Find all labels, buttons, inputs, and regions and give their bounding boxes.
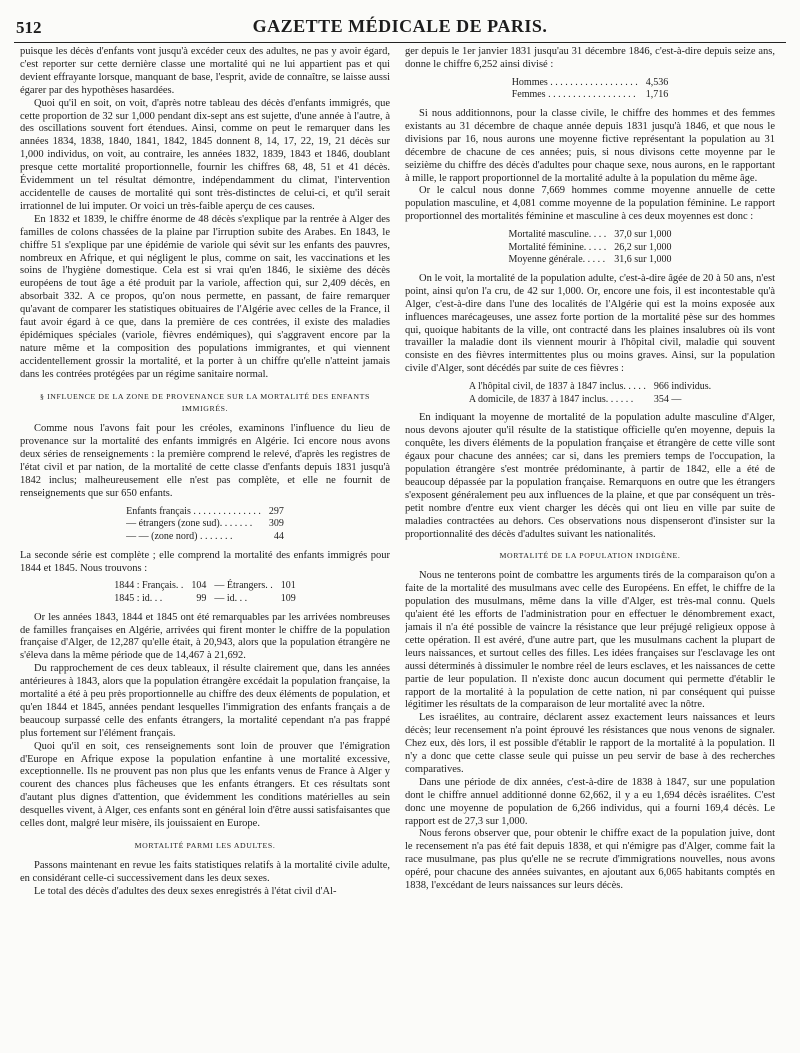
paragraph: Comme nous l'avons fait pour les créoles, examinons l'influence du lieu de provenance sur la mortalité des enfants immigrés en Algérie. Ici encore nous avons deux séries de renseignements : la première comprend le relevé, d'après les registres de l'état civil et par nation, de la mortalité de cette classe d'enfants depuis 1831 jusqu'à 1842 inclus; malheureusement elle n'est pas complète, et elle ne fournit de renseignements que sur 650 enfants. xyxy=(20,423,390,499)
table-row xyxy=(505,229,676,242)
table-cell-value: 1,716 xyxy=(645,89,669,101)
paragraph: Si nous additionnons, pour la classe civile, le chiffre des hommes et des femmes existants au 31 décembre de chaque année depuis 1831 jusqu'à 1846, et que nous le divisions par 16, nous aurons une moyenne fictive représentant la population au 31 décembre de chacune de ces années; puis, si nous divisons cette moyenne par le seizième du chiffre des décès d'adultes pour chaque sexe, nous aurons, en le rapportant à mille, le rapport proportionnel de la mortalité adulte à la population du même âge. xyxy=(405,108,775,184)
page-number: 512 xyxy=(16,18,42,37)
table-cell-label: Hommes . . . . . . . . . . . . . . . . . . xyxy=(511,76,638,88)
table-cell-label: Mortalité féminine. . . . . xyxy=(508,241,607,253)
table-cell-label: — id. . . xyxy=(214,593,248,604)
paragraph: ger depuis le 1er janvier 1831 jusqu'au 31 décembre 1846, c'est-à-dire depuis seize ans, donne le chiffre 6,252 ainsi divisé : xyxy=(405,46,775,70)
paragraph: puisque les décès d'enfants vont jusqu'à excéder ceux des adultes, ne pas y avoir égard, c'est reporter sur cette dernière classe une mortalité qui ne lui appartient pas et qui devient effrayante lorsque, manquant de base, l'esprit, avide de connaître, se laisse aussi égarer par des hypothèses hasardées. xyxy=(20,46,390,96)
paragraph: En indiquant la moyenne de mortalité de la population adulte masculine d'Alger, nous devons ajouter qu'il résulte de la statistique officielle qu'en moyenne, depuis la conquête, les divers éléments de la population française et étrangère de cette ville sont égaux pour chacune des années; car si, dans les premiers temps de l'occupation, la population étrangère s'est montrée prédominante, à partir de 1842, elle a été de beaucoup dépassée par la population française. Remarquons en outre que les étrangers s'exposent généralement peu aux influences de la plaine, et que par conséquent un très-petit nombre d'entre eux vient charger les décès qui ont lieu en ville par suite de maladies contractées au dehors. Ces observations nous dispenseront d'insister sur la proportionnalité des décès d'adultes suivant les nationalités. xyxy=(405,412,775,540)
right-column xyxy=(405,46,775,1041)
paragraph: Du rapprochement de ces deux tableaux, il résulte clairement que, dans les années antérieures à 1843, alors que la population étrangère excédait la population française, la mortalité a été à peu près proportionnelle au chiffre des deux éléments de population, et qu'en 1844 et 1845, années pendant lesquelles l'immigration des enfants français a de beaucoup surpassé celle des enfants étrangers, la mortalité cependant n'a pas frappé plus fortement sur l'élément français. xyxy=(20,663,390,739)
paragraph: Or le calcul nous donne 7,669 hommes comme moyenne annuelle de cette population masculine, et 4,081 comme moyenne de la population féminine. Le rapport proportionnel des mortalités féminine et masculine à ces deux moyennes est donc : xyxy=(405,185,775,223)
paragraph: Les israélites, au contraire, déclarent assez exactement leurs naissances et leurs décès; leur recensement n'a point éprouvé les résistances que nous venons de signaler. Chez eux, dès lors, il est possible d'établir le rapport de la mortalité à la population. Il n'y a donc que cette classe seule qui puisse un peu servir de base à des recherches comparatives. xyxy=(405,712,775,775)
table-cell-value: 309 xyxy=(268,518,284,530)
table-cell-value: 101 xyxy=(280,580,296,592)
table-cell-year: 1844 : Français. . xyxy=(114,580,184,592)
table-cell-label: A domicile, de 1837 à 1847 inclus. . . . . . xyxy=(468,393,634,405)
table-row xyxy=(505,242,676,255)
table-cell-label: Femmes . . . . . . . . . . . . . . . . . . xyxy=(511,89,636,101)
children-by-year-table xyxy=(110,580,299,605)
mortality-rate-table xyxy=(505,229,676,267)
table-row xyxy=(508,77,673,90)
table-row xyxy=(122,518,288,531)
table-cell-value: 4,536 xyxy=(645,76,669,88)
paragraph: Dans une période de dix années, c'est-à-dire de 1838 à 1847, sur une population dont le chiffre annuel additionné donne 62,662, il y a eu 1,694 décès israélites. C'est donc une moyenne de population de 6,266 individus, qui a fourni 169,4 décès. Le rapport est de 27,3 sur 1,000. xyxy=(405,776,775,827)
page-header xyxy=(14,12,786,43)
table-row xyxy=(465,381,715,394)
running-title: GAZETTE MÉDICALE DE PARIS. xyxy=(252,16,548,36)
table-cell-year: 1845 : id. . . xyxy=(114,593,163,604)
table-row xyxy=(505,254,676,267)
table-cell-label: — — (zone nord) . . . . . . . xyxy=(126,531,233,542)
table-cell-label: — étrangers (zone sud). . . . . . . xyxy=(126,518,253,530)
table-cell-value: 354 — xyxy=(653,393,682,405)
table-cell-value: 297 xyxy=(268,505,284,517)
table-cell-value: 26,2 sur 1,000 xyxy=(614,241,672,253)
left-column xyxy=(20,46,390,1041)
section-heading: MORTALITÉ DE LA POPULATION INDIGÈNE. xyxy=(499,551,681,561)
paragraph: Le total des décès d'adultes des deux sexes enregistrés à l'état civil d'Al- xyxy=(34,885,337,897)
table-cell-label: — Étrangers. . xyxy=(214,580,273,592)
table-cell-value: 99 xyxy=(196,593,207,604)
table-cell-value: 109 xyxy=(280,593,296,604)
paragraph: Quoi qu'il en soit, ces renseignements sont loin de prouver que l'émigration d'Europe en Afrique expose la population enfantine à une mortalité excessive, exceptionnelle. Ils ne prouvent pas non plus que les enfants venus de France à Alger y courent des chances plus fâcheuses que les enfants étrangers. Et ces résultats sont d'autant plus dignes d'attention, que évidemment les conditions matérielles au sein desquelles vivent, à Alger, ces enfants sont en général loin d'être aussi satisfaisantes que celles dont, malgré leur misère, ils jouissaient en Europe. xyxy=(20,740,390,830)
paragraph: Nous ne tenterons point de combattre les arguments tirés de la comparaison qu'on a faite de la mortalité des musulmans avec celle des Européens. En effet, le chiffre de la population des musulmans, même dans la ville d'Alger, est très-mal connu. Quels qu'aient été les efforts de l'administration pour en effectuer le dénombrement exact, jamais il n'a été possible de vaincre la résistance que leur préjugé religieux oppose à cette opération. Il est avéré, d'une autre part, que les musulmans cachent la plupart de leurs naissances, et surtout celles des filles. Les idées françaises sur l'esclavage les ont aussi déterminés à dissimuler le nombre réel de leurs esclaves, et les naissances de cette partie de leur population. Il n'existe donc aucun document qui permette d'établir le rapport de la mortalité à la population de cette nation, ni par conséquent qui puisse légitimer les résultats de la comparaison de leur mortalité avec la nôtre. xyxy=(405,570,775,711)
section-heading: § INFLUENCE DE LA ZONE DE PROVENANCE SUR LA MORTALITÉ DES ENFANTS IMMIGRÉS. xyxy=(40,391,370,414)
table-row xyxy=(110,580,299,593)
adult-deaths-by-sex-table xyxy=(508,77,673,102)
table-cell-value: 37,0 sur 1,000 xyxy=(614,229,672,241)
children-by-nation-table xyxy=(122,506,288,544)
fever-deaths-table xyxy=(465,381,715,406)
table-cell-value: 31,6 sur 1,000 xyxy=(614,254,672,266)
table-cell-value: 966 individus. xyxy=(653,381,712,393)
table-cell-label: Mortalité masculine. . . . xyxy=(508,229,607,241)
paragraph: Nous ferons observer que, pour obtenir le chiffre exact de la population juive, dont le recensement n'a pas été fait depuis 1838, et qui n'émigre pas d'Alger, comme fait la race musulmane, pas plus qu'elle ne se recrute d'immigrations nouvelles, nous avons opéré, pour chacune des années suivantes, en ajoutant aux 6,065 habitants comptés en 1838, l'excédant de leurs naissances sur leurs décès. xyxy=(405,828,775,892)
table-row xyxy=(122,506,288,519)
table-row xyxy=(122,531,288,544)
table-cell-label: Moyenne générale. . . . . xyxy=(508,254,606,266)
section-heading: MORTALITÉ PARMI LES ADULTES. xyxy=(134,841,276,850)
table-row xyxy=(508,89,673,102)
paragraph: Or les années 1843, 1844 et 1845 ont été remarquables par les arrivées nombreuses de familles françaises en Algérie, arrivées qui firent monter le chiffre de la population française d'Alger, de 12,287 qu'elle était, à 20,943, alors que la population étrangère ne s'éleva dans la même période que de 14,467 à 21,692. xyxy=(20,611,390,662)
table-cell-label: Enfants français . . . . . . . . . . . . . . xyxy=(126,505,261,517)
paragraph: On le voit, la mortalité de la population adulte, c'est-à-dire âgée de 20 à 50 ans, n'est point, ainsi qu'on l'a cru, de 42 sur 1,000. Or, encore une fois, il est incontestable qu'à Alger, c'est-à-dire dans l'une des localités de l'Algérie qui est la moins exposée aux influences marécageuses, une assez forte portion de la mortalité pèse sur des hommes qui, quoique habitants de la ville, ont contracté dans les plaines insalubres où ils vont travailler la maladie dont ils viennent mourir à l'hôpital civil, maladie qui souvent consiste en des fièvres intermittentes plus ou moins graves. Ainsi, sur la population civile d'Alger, sont décédés par suite de ces fièvres : xyxy=(405,272,775,375)
table-row xyxy=(110,593,299,606)
paragraph: Quoi qu'il en soit, on voit, d'après notre tableau des décès d'enfants immigrés, que cette proportion de 32 sur 1,000 pendant dix-sept ans est sujette, d'une année à l'autre, à des oscillations souvent fort étendues. Ainsi, comme on peut le remarquer dans les années 1834, 1838, 1840, 1841, 1842, 1845 donnent 8, 14, 17, 22, 19, 21 décès sur 1,000 individus, on voit, au contraire, les années 1832, 1839, 1843 et 1846, doublant presque cette mortalité proportionnelle, fournir les chiffres 68, 48, 51 et 41 décès. Évidemment un tel résultat démontre, indépendamment du climat, l'intervention accidentelle de causes de mortalité qui sont très-distinctes de celui-ci, et qu'il serait irrationnel de lui imputer. Or voici un très-faible aperçu de ces causes. xyxy=(20,97,390,212)
table-cell-label: A l'hôpital civil, de 1837 à 1847 inclus. . . . . xyxy=(468,381,646,393)
paragraph: La seconde série est complète ; elle comprend la mortalité des enfants immigrés pour 1844 et 1845. Nous trouvons : xyxy=(20,549,390,574)
table-cell-value: 104 xyxy=(191,580,207,592)
paragraph: Passons maintenant en revue les faits statistiques relatifs à la mortalité civile adulte, en considérant celle-ci successivement dans les deux sexes. xyxy=(20,859,390,884)
table-row xyxy=(465,394,715,407)
paragraph: En 1832 et 1839, le chiffre énorme de 48 décès s'explique par la rentrée à Alger des familles de colons chassées de la plaine par l'irruption subite des Arabes. En 1843, le chiffre 51 s'explique par une épidémie de variole qui sévit sur les enfants des pauvres, nombreux en Afrique, et qui négligent le plus, comme on sait, les vaccinations et les soins de l'hygiène domestique. Cela est si vrai qu'en 1846, le sixième des décès européens de tout âge a été produit par la variole, affection qui, sur 2,409 décès, en absorbait 332. A ce propos, qu'on nous permette, en passant, de faire remarquer qu'avant de comparer les statistiques obituaires de l'Algérie avec celles de la France, il faut avoir égard à ce que, dans la première de ces contrées, il existe des maladies épidémiques spéciales (variole, fièvres endémiques), qui s'aggravent encore par la nature même et la composition des populations immigrantes, et qui viennent accidentellement grossir la mortalité, et la porter à un chiffre qu'elle n'atteint jamais dans les contrées protégées par un régime sanitaire normal. xyxy=(20,213,390,380)
table-cell-value: 44 xyxy=(273,531,284,542)
